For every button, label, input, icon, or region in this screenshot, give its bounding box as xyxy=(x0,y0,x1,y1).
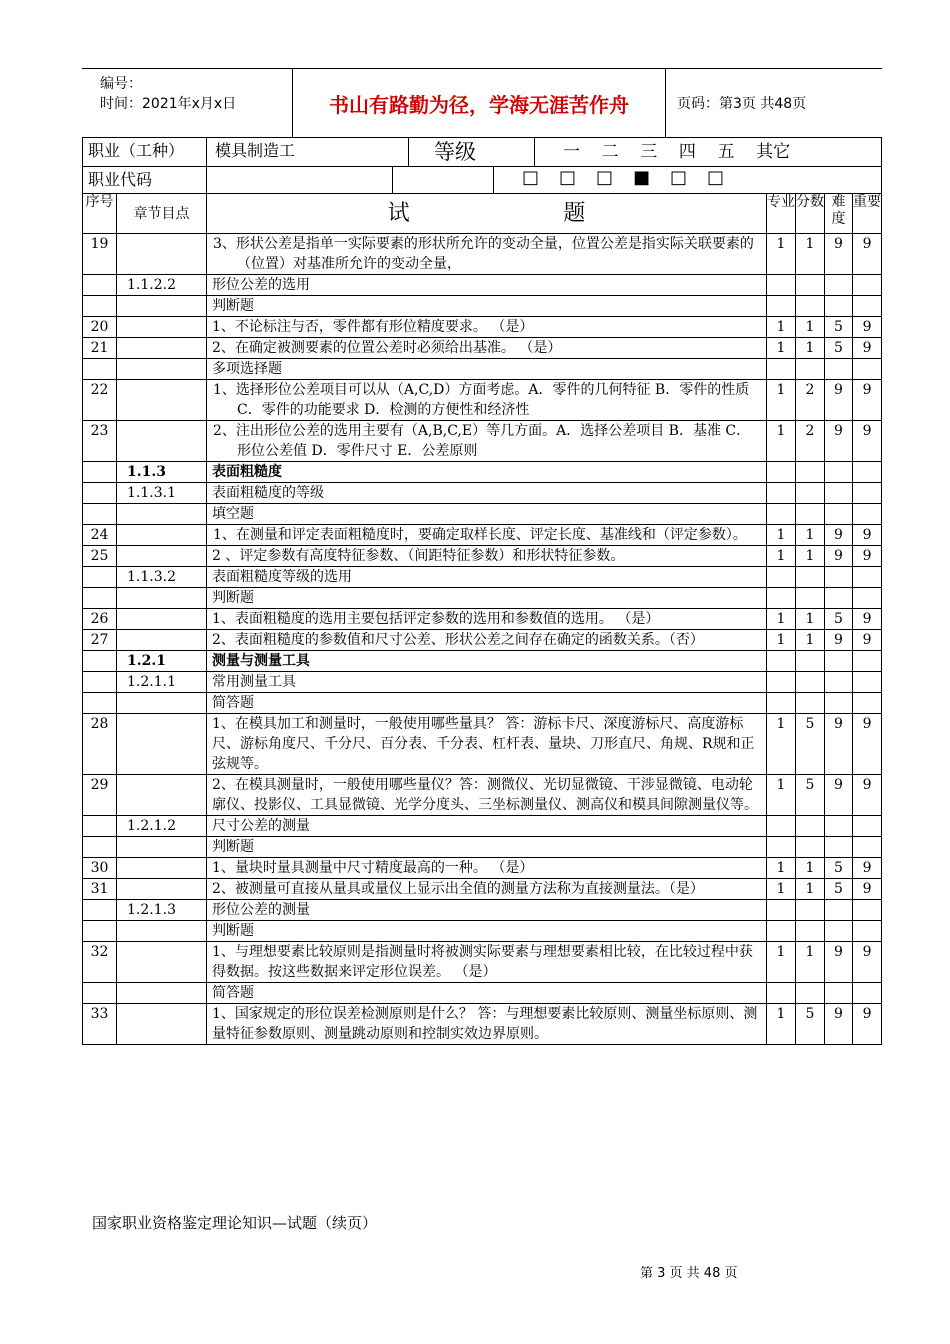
row-seq xyxy=(83,567,117,588)
row-difficulty xyxy=(825,983,853,1004)
row-difficulty xyxy=(825,296,853,317)
row-major xyxy=(767,483,796,504)
row-score xyxy=(796,462,825,483)
row-chapter xyxy=(117,858,207,879)
row-chapter xyxy=(117,317,207,338)
col-major: 专业 xyxy=(767,194,796,234)
table-row xyxy=(83,462,882,483)
row-difficulty: 9 xyxy=(825,775,853,816)
row-major xyxy=(767,359,796,380)
table-row xyxy=(83,714,882,775)
row-difficulty xyxy=(825,567,853,588)
document-time-label: 时间：2021年x月x日 xyxy=(100,96,237,112)
grade-checkbox[interactable]: □ xyxy=(670,167,688,188)
row-score: 1 xyxy=(796,546,825,567)
row-major xyxy=(767,651,796,672)
row-score xyxy=(796,900,825,921)
row-chapter xyxy=(117,714,207,775)
row-chapter xyxy=(117,359,207,380)
row-seq xyxy=(83,816,117,837)
row-difficulty: 9 xyxy=(825,1004,853,1045)
grade-label: 等级 xyxy=(409,138,535,166)
row-question: 1、在测量和评定表面粗糙度时，要确定取样长度、评定长度、基准线和（评定参数）。 xyxy=(207,525,767,546)
row-question: 形位公差的测量 xyxy=(207,900,767,921)
row-major: 1 xyxy=(767,630,796,651)
row-difficulty xyxy=(825,504,853,525)
row-chapter xyxy=(117,837,207,858)
table-row xyxy=(83,651,882,672)
row-question: 表面粗糙度 xyxy=(207,462,767,483)
row-question: 1、在模具加工和测量时，一般使用哪些量具？ 答：游标卡尺、深度游标尺、高度游标尺、游标角度尺、千分尺、百分表、千分表、杠杆表、量块、刀形直尺、角规、R规和正弦规等。 xyxy=(207,714,767,775)
row-importance: 9 xyxy=(853,380,882,421)
row-question: 表面粗糙度等级的选用 xyxy=(207,567,767,588)
row-difficulty xyxy=(825,921,853,942)
row-seq xyxy=(83,983,117,1004)
row-difficulty: 9 xyxy=(825,525,853,546)
row-importance: 9 xyxy=(853,234,882,275)
grade-checkbox[interactable]: □ xyxy=(522,167,540,188)
row-chapter: 1.1.2.2 xyxy=(117,275,207,296)
row-seq xyxy=(83,693,117,714)
table-row xyxy=(83,234,882,275)
row-score: 5 xyxy=(796,775,825,816)
row-difficulty xyxy=(825,359,853,380)
table-row xyxy=(83,983,882,1004)
row-score: 1 xyxy=(796,858,825,879)
grade-levels: 一 二 三 四 五 其它 xyxy=(563,142,791,162)
row-score xyxy=(796,359,825,380)
row-seq xyxy=(83,672,117,693)
table-row xyxy=(83,775,882,816)
row-difficulty xyxy=(825,651,853,672)
row-major xyxy=(767,588,796,609)
row-seq: 25 xyxy=(83,546,117,567)
table-row xyxy=(83,900,882,921)
table-row xyxy=(83,317,882,338)
row-difficulty: 5 xyxy=(825,879,853,900)
row-seq xyxy=(83,359,117,380)
row-difficulty: 5 xyxy=(825,609,853,630)
row-chapter xyxy=(117,879,207,900)
row-importance: 9 xyxy=(853,546,882,567)
row-chapter xyxy=(117,609,207,630)
table-row xyxy=(83,816,882,837)
row-importance xyxy=(853,693,882,714)
row-difficulty xyxy=(825,275,853,296)
header-meta xyxy=(82,69,292,137)
table-row xyxy=(83,672,882,693)
row-importance: 9 xyxy=(853,630,882,651)
table-row xyxy=(83,1004,882,1045)
row-score xyxy=(796,483,825,504)
grade-checkbox[interactable]: □ xyxy=(707,167,725,188)
table-row xyxy=(83,525,882,546)
table-row xyxy=(83,942,882,983)
row-seq: 30 xyxy=(83,858,117,879)
row-importance xyxy=(853,588,882,609)
row-difficulty xyxy=(825,816,853,837)
row-question: 2、表面粗糙度的参数值和尺寸公差、形状公差之间存在确定的函数关系。（否） xyxy=(207,630,767,651)
table-row xyxy=(83,693,882,714)
row-importance: 9 xyxy=(853,338,882,359)
row-question: 多项选择题 xyxy=(207,359,767,380)
row-question: 判断题 xyxy=(207,921,767,942)
grade-checkbox[interactable]: ■ xyxy=(633,167,651,188)
row-major xyxy=(767,816,796,837)
row-question: 1、与理想要素比较原则是指测量时将被测实际要素与理想要素相比较，在比较过程中获得数据。按这些数据来评定形位误差。 （是） xyxy=(207,942,767,983)
row-seq: 20 xyxy=(83,317,117,338)
row-seq: 29 xyxy=(83,775,117,816)
row-chapter xyxy=(117,504,207,525)
table-row xyxy=(83,380,882,421)
row-difficulty: 9 xyxy=(825,234,853,275)
row-importance xyxy=(853,900,882,921)
row-seq xyxy=(83,462,117,483)
row-score xyxy=(796,816,825,837)
row-seq xyxy=(83,275,117,296)
row-seq: 32 xyxy=(83,942,117,983)
row-score: 1 xyxy=(796,609,825,630)
row-score: 5 xyxy=(796,714,825,775)
row-major: 1 xyxy=(767,858,796,879)
row-major: 1 xyxy=(767,317,796,338)
row-chapter xyxy=(117,693,207,714)
row-difficulty: 9 xyxy=(825,630,853,651)
row-importance: 9 xyxy=(853,317,882,338)
row-difficulty xyxy=(825,837,853,858)
row-chapter xyxy=(117,296,207,317)
row-major xyxy=(767,693,796,714)
row-seq xyxy=(83,483,117,504)
row-chapter: 1.2.1 xyxy=(117,651,207,672)
table-row xyxy=(83,546,882,567)
row-score xyxy=(796,296,825,317)
row-question: 2、在确定被测要素的位置公差时必须给出基准。 （是） xyxy=(207,338,767,359)
row-importance xyxy=(853,837,882,858)
row-importance: 9 xyxy=(853,714,882,775)
row-difficulty: 5 xyxy=(825,317,853,338)
row-difficulty: 5 xyxy=(825,858,853,879)
row-score: 1 xyxy=(796,942,825,983)
row-major xyxy=(767,983,796,1004)
row-question: 3、形状公差是指单一实际要素的形状所允许的变动全量，位置公差是指实际关联要素的（位置）对基准所允许的变动全量， xyxy=(207,234,767,275)
row-score: 1 xyxy=(796,234,825,275)
row-major: 1 xyxy=(767,338,796,359)
row-chapter xyxy=(117,421,207,462)
row-score xyxy=(796,567,825,588)
row-major: 1 xyxy=(767,546,796,567)
occupation-value: 模具制造工 xyxy=(207,138,409,166)
row-question: 简答题 xyxy=(207,983,767,1004)
row-chapter xyxy=(117,1004,207,1045)
row-question: 常用测量工具 xyxy=(207,672,767,693)
col-importance: 重要 xyxy=(853,194,882,234)
row-question: 填空题 xyxy=(207,504,767,525)
grade-checkboxes xyxy=(494,167,744,193)
col-difficulty: 难度 xyxy=(825,194,853,234)
row-score: 1 xyxy=(796,525,825,546)
row-importance xyxy=(853,983,882,1004)
row-score xyxy=(796,693,825,714)
row-question: 形位公差的选用 xyxy=(207,275,767,296)
row-question: 2、注出形位公差的选用主要有（A,B,C,E）等几方面。A．选择公差项目 B．基准 C．形位公差值 D．零件尺寸 E．公差原则 xyxy=(207,421,767,462)
row-score: 1 xyxy=(796,630,825,651)
row-importance: 9 xyxy=(853,421,882,462)
row-question: 尺寸公差的测量 xyxy=(207,816,767,837)
row-importance xyxy=(853,296,882,317)
row-difficulty: 5 xyxy=(825,338,853,359)
row-question: 1、表面粗糙度的选用主要包括评定参数的选用和参数值的选用。 （是） xyxy=(207,609,767,630)
table-row xyxy=(83,275,882,296)
col-question: 试 题 xyxy=(207,194,767,234)
footer-page-number: 第 3 页 共 48 页 xyxy=(640,1266,738,1281)
footer-title: 国家职业资格鉴定理论知识—试题（续页） xyxy=(92,1214,378,1232)
row-difficulty xyxy=(825,483,853,504)
row-score: 2 xyxy=(796,380,825,421)
row-importance xyxy=(853,567,882,588)
row-seq: 24 xyxy=(83,525,117,546)
table-row xyxy=(83,504,882,525)
row-importance xyxy=(853,651,882,672)
row-major xyxy=(767,921,796,942)
row-chapter: 1.1.3.1 xyxy=(117,483,207,504)
row-question: 简答题 xyxy=(207,693,767,714)
row-score: 5 xyxy=(796,1004,825,1045)
row-major: 1 xyxy=(767,380,796,421)
row-question: 2、被测量可直接从量具或量仪上显示出全值的测量方法称为直接测量法。（是） xyxy=(207,879,767,900)
table-row xyxy=(83,609,882,630)
row-chapter xyxy=(117,775,207,816)
table-row xyxy=(83,837,882,858)
row-major: 1 xyxy=(767,234,796,275)
table-row xyxy=(83,421,882,462)
row-difficulty: 9 xyxy=(825,380,853,421)
row-chapter xyxy=(117,380,207,421)
row-seq: 31 xyxy=(83,879,117,900)
table-row xyxy=(83,588,882,609)
row-chapter xyxy=(117,546,207,567)
row-score xyxy=(796,275,825,296)
row-importance xyxy=(853,816,882,837)
row-difficulty xyxy=(825,588,853,609)
row-score xyxy=(796,651,825,672)
row-seq: 19 xyxy=(83,234,117,275)
row-seq xyxy=(83,588,117,609)
table-row xyxy=(83,483,882,504)
row-question: 判断题 xyxy=(207,296,767,317)
row-score xyxy=(796,504,825,525)
row-seq xyxy=(83,651,117,672)
row-importance: 9 xyxy=(853,609,882,630)
row-seq xyxy=(83,921,117,942)
row-seq: 26 xyxy=(83,609,117,630)
row-seq xyxy=(83,296,117,317)
col-chapter: 章节目点 xyxy=(117,194,207,234)
table-row xyxy=(83,630,882,651)
row-difficulty xyxy=(825,672,853,693)
exam-table xyxy=(82,137,882,1045)
row-question: 1、不论标注与否，零件都有形位精度要求。 （是） xyxy=(207,317,767,338)
row-difficulty: 9 xyxy=(825,942,853,983)
row-seq xyxy=(83,900,117,921)
row-question: 1、选择形位公差项目可以从（A,C,D）方面考虑。A．零件的几何特征 B．零件的性质 C．零件的功能要求 D．检测的方便性和经济性 xyxy=(207,380,767,421)
document-number-label: 编号： xyxy=(100,76,142,92)
page-header xyxy=(82,68,882,138)
header-motto: 书山有路勤为径，学海无涯苦作舟 xyxy=(329,92,629,117)
row-difficulty: 9 xyxy=(825,546,853,567)
row-score: 1 xyxy=(796,317,825,338)
table-row xyxy=(83,567,882,588)
row-question: 2、在模具测量时，一般使用哪些量仪？答：测微仪、光切显微镜、干涉显微镜、电动轮廓仪、投影仪、工具显微镜、光学分度头、三坐标测量仪、测高仪和模具间隙测量仪等。 xyxy=(207,775,767,816)
col-score: 分数 xyxy=(796,194,825,234)
row-major: 1 xyxy=(767,714,796,775)
row-difficulty xyxy=(825,900,853,921)
row-major xyxy=(767,900,796,921)
col-seq: 序号 xyxy=(83,194,117,234)
row-chapter: 1.1.3 xyxy=(117,462,207,483)
row-importance: 9 xyxy=(853,858,882,879)
table-row xyxy=(83,921,882,942)
row-importance xyxy=(853,483,882,504)
row-importance: 9 xyxy=(853,525,882,546)
row-chapter xyxy=(117,942,207,983)
grade-checkbox[interactable]: □ xyxy=(559,167,577,188)
row-question: 判断题 xyxy=(207,588,767,609)
row-difficulty: 9 xyxy=(825,714,853,775)
row-chapter xyxy=(117,338,207,359)
row-importance xyxy=(853,462,882,483)
row-chapter: 1.2.1.3 xyxy=(117,900,207,921)
table-row xyxy=(83,359,882,380)
row-score: 2 xyxy=(796,421,825,462)
row-chapter: 1.1.3.2 xyxy=(117,567,207,588)
row-major xyxy=(767,672,796,693)
table-row xyxy=(83,296,882,317)
row-chapter xyxy=(117,234,207,275)
row-seq: 28 xyxy=(83,714,117,775)
row-major: 1 xyxy=(767,942,796,983)
row-importance: 9 xyxy=(853,1004,882,1045)
occupation-label: 职业（工种） xyxy=(83,138,207,167)
row-importance xyxy=(853,275,882,296)
row-question: 1、国家规定的形位误差检测原则是什么？ 答：与理想要素比较原则、测量坐标原则、测量特征参数原则、测量跳动原则和控制实效边界原则。 xyxy=(207,1004,767,1045)
row-major xyxy=(767,837,796,858)
row-score xyxy=(796,983,825,1004)
table-row xyxy=(83,338,882,359)
row-importance xyxy=(853,504,882,525)
row-question: 判断题 xyxy=(207,837,767,858)
row-question: 表面粗糙度的等级 xyxy=(207,483,767,504)
row-seq xyxy=(83,837,117,858)
row-score xyxy=(796,672,825,693)
row-chapter: 1.2.1.2 xyxy=(117,816,207,837)
row-major xyxy=(767,504,796,525)
row-importance xyxy=(853,921,882,942)
code-label: 职业代码 xyxy=(83,167,207,194)
row-seq: 27 xyxy=(83,630,117,651)
row-importance: 9 xyxy=(853,879,882,900)
row-importance: 9 xyxy=(853,775,882,816)
row-seq: 23 xyxy=(83,421,117,462)
row-score xyxy=(796,837,825,858)
row-importance xyxy=(853,672,882,693)
row-score xyxy=(796,588,825,609)
row-seq: 33 xyxy=(83,1004,117,1045)
row-major: 1 xyxy=(767,609,796,630)
row-major: 1 xyxy=(767,879,796,900)
row-importance xyxy=(853,359,882,380)
row-difficulty xyxy=(825,462,853,483)
table-row xyxy=(83,879,882,900)
header-page-label: 页码：第3页 共48页 xyxy=(677,96,807,112)
row-chapter xyxy=(117,525,207,546)
row-major: 1 xyxy=(767,1004,796,1045)
row-major xyxy=(767,462,796,483)
row-seq xyxy=(83,504,117,525)
row-major: 1 xyxy=(767,775,796,816)
row-chapter xyxy=(117,983,207,1004)
row-seq: 21 xyxy=(83,338,117,359)
row-major: 1 xyxy=(767,421,796,462)
row-difficulty xyxy=(825,693,853,714)
row-score: 1 xyxy=(796,338,825,359)
row-chapter xyxy=(117,588,207,609)
row-seq: 22 xyxy=(83,380,117,421)
row-chapter xyxy=(117,630,207,651)
table-row xyxy=(83,858,882,879)
row-chapter: 1.2.1.1 xyxy=(117,672,207,693)
row-score: 1 xyxy=(796,879,825,900)
row-major xyxy=(767,567,796,588)
row-major xyxy=(767,275,796,296)
grade-checkbox[interactable]: □ xyxy=(596,167,614,188)
row-question: 2 、评定参数有高度特征参数、（间距特征参数）和形状特征参数。 xyxy=(207,546,767,567)
row-major: 1 xyxy=(767,525,796,546)
row-score xyxy=(796,921,825,942)
row-chapter xyxy=(117,921,207,942)
row-question: 测量与测量工具 xyxy=(207,651,767,672)
row-difficulty: 9 xyxy=(825,421,853,462)
row-question: 1、量块时量具测量中尺寸精度最高的一种。 （是） xyxy=(207,858,767,879)
row-importance: 9 xyxy=(853,942,882,983)
row-major xyxy=(767,296,796,317)
